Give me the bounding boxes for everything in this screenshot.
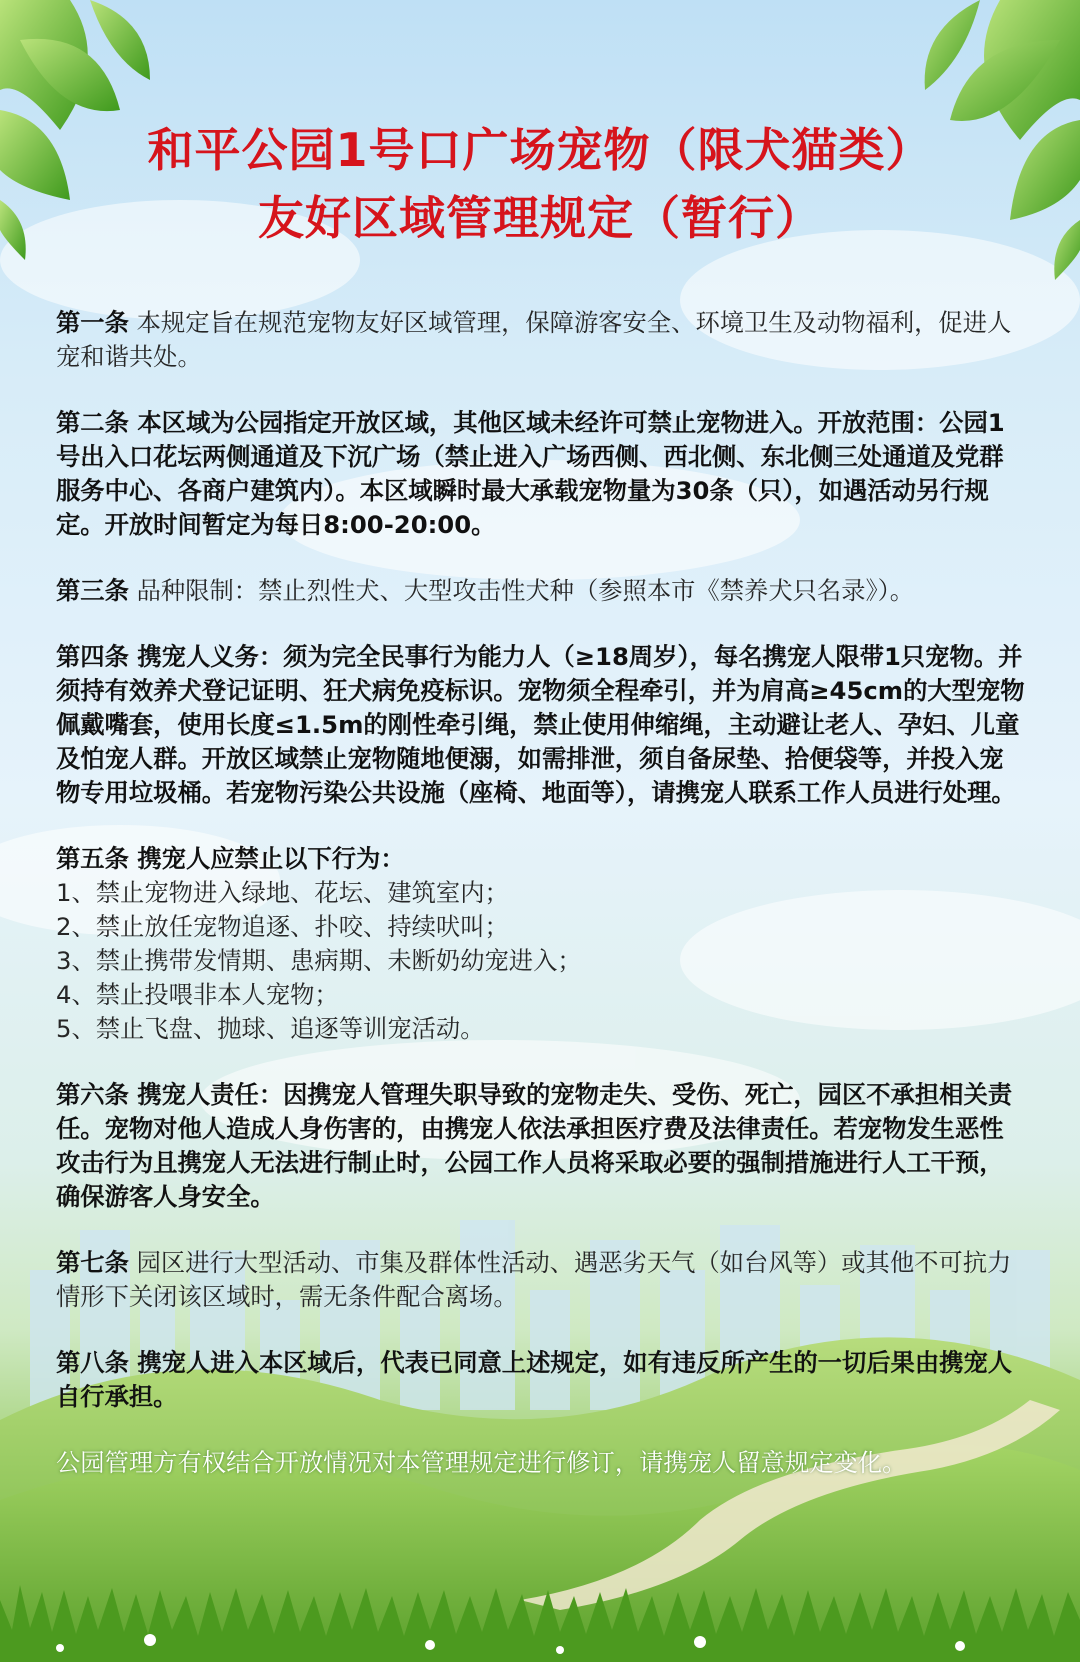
regulation-body — [56, 306, 1026, 1512]
article-3 — [56, 574, 1026, 608]
article-5 — [56, 842, 1026, 1046]
article-5-item: 2、禁止放任宠物追逐、扑咬、持续吠叫； — [56, 912, 509, 941]
article-7-text: 园区进行大型活动、市集及群体性活动、遇恶劣天气（如台风等）或其他不可抗力情形下关闭该区域时，需无条件配合离场。 — [56, 1248, 1012, 1311]
article-1-text: 本规定旨在规范宠物友好区域管理，保障游客安全、环境卫生及动物福利，促进人宠和谐共处。 — [56, 308, 1012, 371]
article-5-item: 3、禁止携带发情期、患病期、未断奶幼宠进入； — [56, 946, 582, 975]
poster-title — [0, 116, 1080, 252]
article-2: 第二条 本区域为公园指定开放区域，其他区域未经许可禁止宠物进入。开放范围：公园1号出入口花坛两侧通道及下沉广场（禁止进入广场西侧、西北侧、东北侧三处通道及党群服务中心、各商户建筑内）。本区域瞬时最大承载宠物量为30条（只），如遇活动另行规定。开放时间暂定为每日8:00-20:00。 — [56, 408, 1005, 539]
article-7 — [56, 1246, 1026, 1314]
article-5-item: 5、禁止飞盘、抛球、追逐等训宠活动。 — [56, 1014, 485, 1043]
article-5-item: 4、禁止投喂非本人宠物； — [56, 980, 339, 1009]
article-4: 第四条 携宠人义务：须为完全民事行为能力人（≥18周岁），每名携宠人限带1只宠物。并须持有效养犬登记证明、狂犬病免疫标识。宠物须全程牵引，并为肩高≥45cm的大型宠物佩戴嘴套，使用长度≤1.5m的刚性牵引绳，禁止使用伸缩绳，主动避让老人、孕妇、儿童及怕宠人群。开放区域禁止宠物随地便溺，如需排泄，须自备尿垫、拾便袋等，并投入宠物专用垃圾桶。若宠物污染公共设施（座椅、地面等），请携宠人联系工作人员进行处理。 — [56, 642, 1025, 807]
article-1 — [56, 306, 1026, 374]
article-1-label: 第一条 — [56, 308, 129, 337]
title-line-1: 和平公园1号口广场宠物（限犬猫类） — [147, 123, 933, 177]
article-3-text: 品种限制：禁止烈性犬、大型攻击性犬种（参照本市《禁养犬只名录》）。 — [128, 576, 915, 605]
footer-note: 公园管理方有权结合开放情况对本管理规定进行修订，请携宠人留意规定变化。 — [56, 1448, 907, 1477]
article-7-label: 第七条 — [56, 1248, 129, 1277]
article-8: 第八条 携宠人进入本区域后，代表已同意上述规定，如有违反所产生的一切后果由携宠人自行承担。 — [56, 1348, 1013, 1411]
article-3-label: 第三条 — [56, 576, 129, 605]
title-line-2: 友好区域管理规定（暂行） — [258, 191, 822, 245]
article-5-heading: 第五条 携宠人应禁止以下行为： — [56, 844, 405, 873]
article-5-item: 1、禁止宠物进入绿地、花坛、建筑室内； — [56, 878, 509, 907]
article-6: 第六条 携宠人责任：因携宠人管理失职导致的宠物走失、受伤、死亡，园区不承担相关责任。宠物对他人造成人身伤害的，由携宠人依法承担医疗费及法律责任。若宠物发生恶性攻击行为且携宠人无法进行制止时，公园工作人员将采取必要的强制措施进行人工干预，确保游客人身安全。 — [56, 1080, 1013, 1211]
